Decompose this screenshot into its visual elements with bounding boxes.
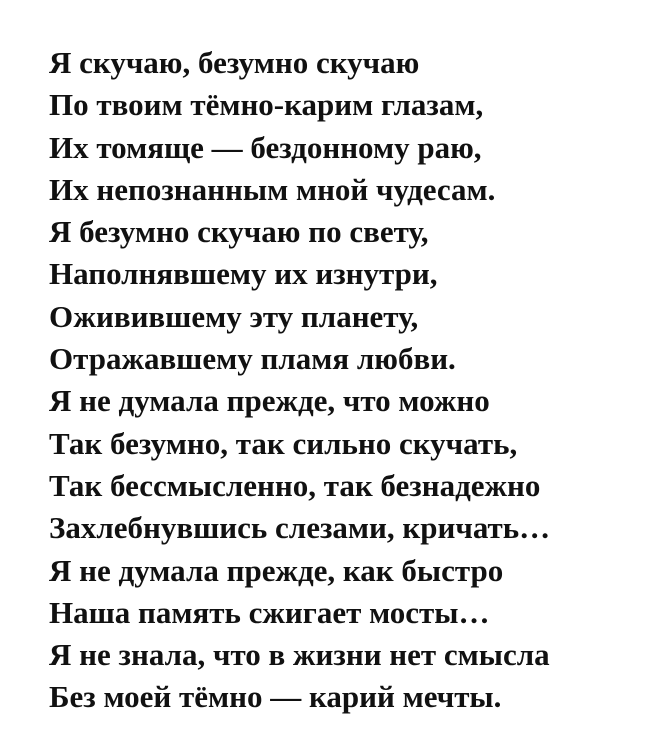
poem-line-7: Оживившему эту планету, xyxy=(49,298,419,334)
poem-text xyxy=(49,42,550,719)
poem-line-10: Так безумно, так сильно скучать, xyxy=(49,425,518,461)
poem-line-14: Наша память сжигает мосты… xyxy=(49,594,490,630)
poem-line-1: Я скучаю, безумно скучаю xyxy=(49,45,420,80)
poem-line-3: Их томяще — бездонному раю, xyxy=(49,129,482,165)
poem-line-13: Я не думала прежде, как быстро xyxy=(49,552,504,588)
poem-line-12: Захлебнувшись слезами, кричать… xyxy=(49,510,551,546)
poem-line-8: Отражавшему пламя любви. xyxy=(49,341,456,377)
poem-line-11: Так бессмысленно, так безнадежно xyxy=(49,467,541,503)
poem-line-15: Я не знала, что в жизни нет смысла xyxy=(49,637,550,673)
poem-line-2: По твоим тёмно-карим глазам, xyxy=(49,87,484,123)
poem-line-9: Я не думала прежде, что можно xyxy=(49,383,490,419)
poem-line-4: Их непознанным мной чудесам. xyxy=(49,171,496,207)
poem-line-6: Наполнявшему их изнутри, xyxy=(49,256,438,292)
poem-line-16: Без моей тёмно — карий мечты. xyxy=(49,679,502,715)
poem-line-5: Я безумно скучаю по свету, xyxy=(49,214,429,250)
